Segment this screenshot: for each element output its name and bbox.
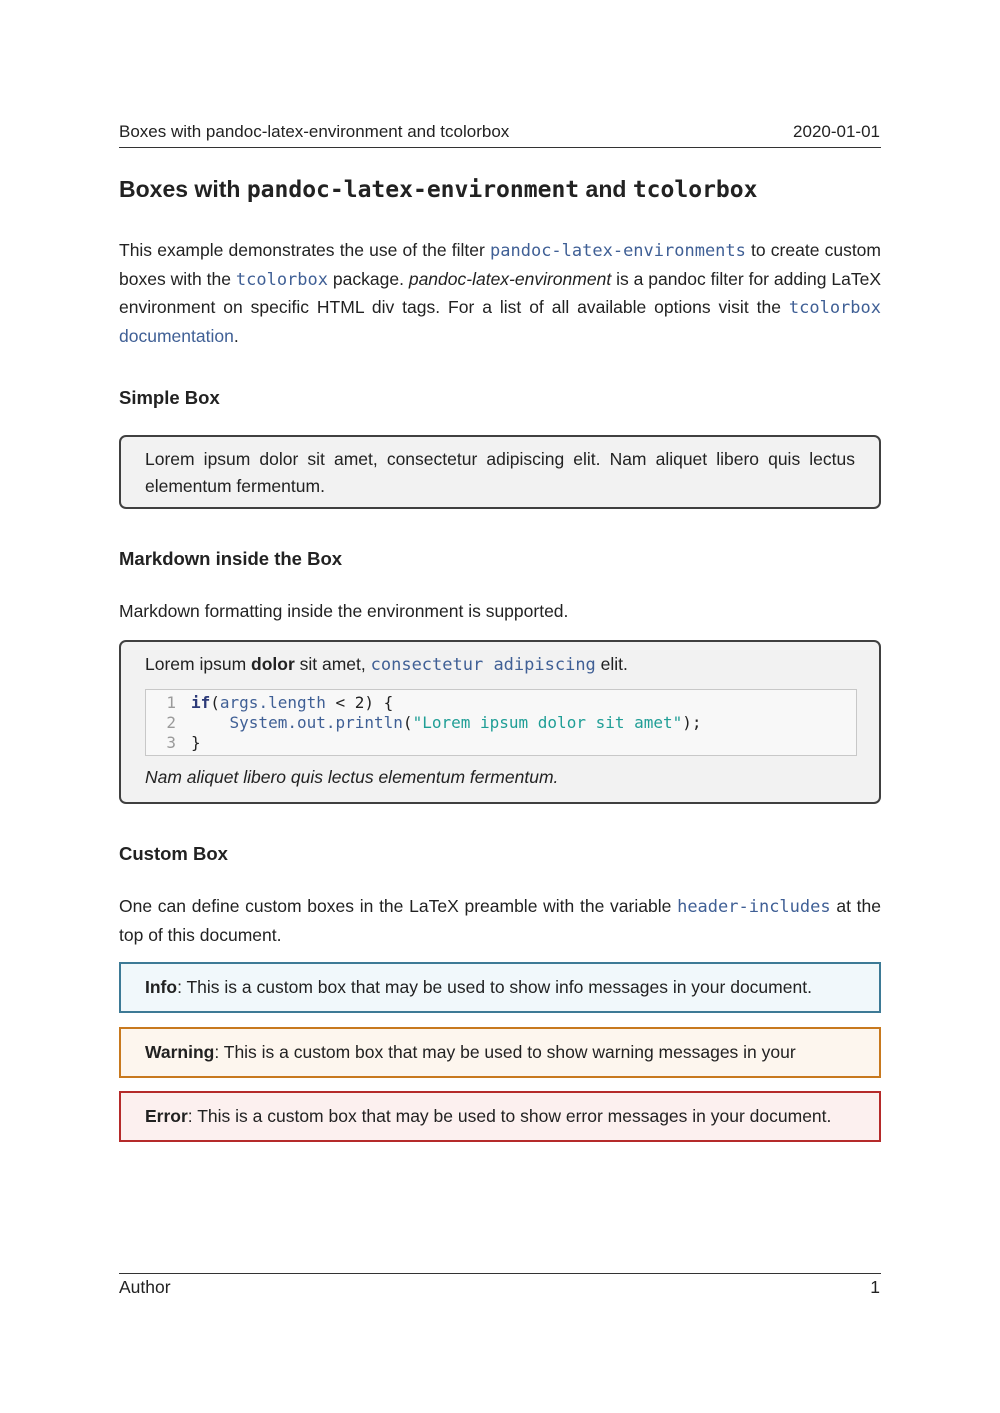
intro-text: is a pandoc filter for adding LaTeX environment on specific HTML div tags. For a list of all available options visit the — [119, 268, 881, 317]
title-text-2: and — [579, 176, 633, 202]
warning-box — [119, 1027, 881, 1078]
code-keyword: if — [191, 693, 211, 712]
markdown-box-first-line — [145, 651, 855, 679]
code-string: "Lorem ipsum dolor sit amet" — [412, 713, 683, 732]
code-line — [146, 713, 856, 733]
simple-box — [119, 435, 881, 509]
box-text: elit. — [595, 654, 628, 674]
box-italic-text: Nam aliquet libero quis lectus elementum fermentum. — [145, 767, 559, 787]
documentation-link-code[interactable]: tcolorbox — [788, 298, 881, 318]
error-box — [119, 1091, 881, 1142]
footer-rule — [119, 1273, 881, 1274]
code-text: ( — [210, 693, 220, 712]
simple-box-text: Lorem ipsum dolor sit amet, consectetur adipiscing elit. Nam aliquet libero quis lectus elementum fermentum. — [145, 449, 855, 496]
code-identifier: System.out.println — [229, 713, 403, 732]
code-text: ( — [402, 713, 413, 732]
warning-box-label: Warning — [145, 1042, 215, 1062]
code-identifier: args.length — [219, 693, 326, 712]
box-bold-text: dolor — [251, 654, 295, 674]
filter-name-emphasis: pandoc-latex-environment — [408, 268, 612, 289]
code-line — [146, 733, 856, 753]
markdown-box — [119, 640, 881, 804]
section-heading-simple-box: Simple Box — [119, 387, 220, 408]
title-text-1: Boxes with — [119, 176, 247, 202]
custom-intro-text: at the top of this document. — [119, 896, 881, 945]
custom-intro-paragraph — [119, 893, 881, 949]
error-box-text: : This is a custom box that may be used to show error messages in your document. — [187, 1106, 832, 1126]
code-line — [146, 693, 856, 713]
line-number: 1 — [166, 693, 176, 712]
line-number: 2 — [166, 713, 176, 732]
running-header-date: 2020-01-01 — [793, 122, 880, 141]
info-box-text: : This is a custom box that may be used to show info messages in your document. — [177, 977, 812, 997]
code-block — [145, 689, 857, 756]
code-text: < 2) { — [325, 693, 394, 712]
intro-text: . — [233, 325, 239, 346]
info-box-label: Info — [145, 977, 178, 997]
filter-name-code: pandoc-latex-environments — [490, 241, 746, 261]
intro-paragraph — [119, 237, 881, 350]
title-code-1: pandoc-latex-environment — [246, 177, 580, 203]
warning-box-text: : This is a custom box that may be used to show warning messages in your — [214, 1042, 796, 1062]
intro-text: package. — [328, 268, 409, 289]
line-number: 3 — [166, 733, 176, 752]
header-includes-code: header-includes — [677, 897, 831, 917]
markdown-box-italic-line — [145, 764, 855, 791]
info-box — [119, 962, 881, 1013]
footer-author: Author — [119, 1277, 171, 1297]
running-header-title: Boxes with pandoc-latex-environment and tcolorbox — [119, 122, 510, 141]
box-inline-code: consectetur adipiscing — [370, 655, 596, 675]
intro-text: This example demonstrates the use of the filter — [119, 240, 491, 260]
section-heading-markdown-box: Markdown inside the Box — [119, 548, 343, 569]
custom-intro-text: One can define custom boxes in the LaTeX preamble with the variable — [119, 896, 678, 916]
box-text: sit amet, — [294, 654, 371, 674]
package-name-code: tcolorbox — [235, 269, 328, 290]
markdown-intro-paragraph: Markdown formatting inside the environment is supported. — [119, 601, 569, 621]
page-number: 1 — [870, 1277, 880, 1297]
header-rule — [119, 147, 881, 148]
code-text: ); — [682, 713, 702, 732]
box-text: Lorem ipsum — [145, 654, 252, 674]
title-code-2: tcolorbox — [632, 177, 758, 203]
code-text: } — [191, 733, 201, 752]
section-heading-custom-box: Custom Box — [119, 843, 228, 864]
documentation-link-text[interactable]: documentation — [119, 325, 234, 346]
code-indent — [191, 713, 230, 732]
page-title — [119, 176, 757, 203]
intro-text: to create custom boxes with the — [119, 240, 881, 289]
error-box-label: Error — [145, 1106, 188, 1126]
